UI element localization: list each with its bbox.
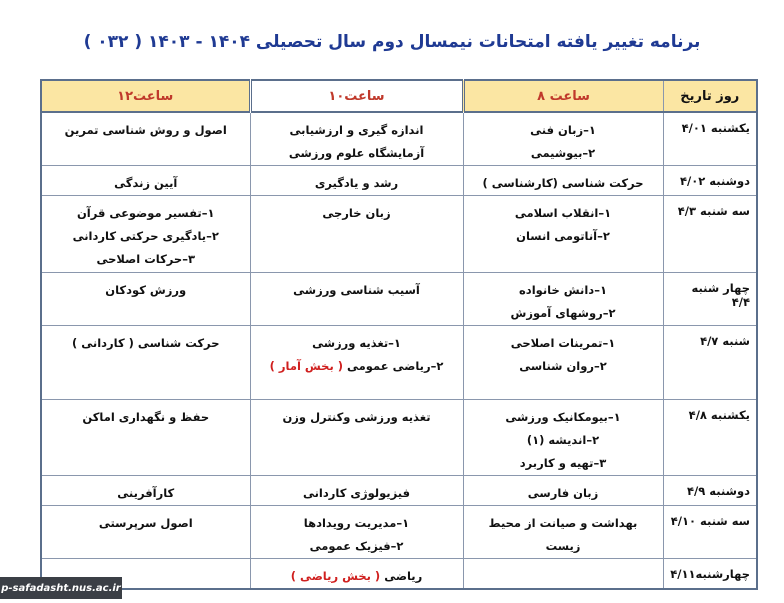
- header-8: ساعت ۸: [463, 80, 663, 112]
- exam-course: رشد و یادگیری: [314, 176, 399, 190]
- day-cell: یکشنبه ۴/۰۱: [663, 112, 757, 166]
- exam-course: حرکت شناسی (کارشناسی ): [482, 176, 644, 190]
- exam-schedule-table: [40, 79, 758, 590]
- exam-course: اندازه گیری و ارزشیابی: [289, 123, 424, 137]
- exam-course: ۱–بیومکانیک ورزشی: [505, 410, 621, 424]
- day-cell: سه شنبه ۴/۱۰: [663, 506, 757, 559]
- exam-course: فیزیولوژی کاردانی: [302, 486, 411, 500]
- exam-course: ۱–انقلاب اسلامی: [514, 206, 612, 220]
- exam-cell-h12: [41, 273, 250, 326]
- exam-course: بهداشت و صیانت از محیط زیست: [488, 516, 638, 553]
- exam-course: زبان فارسی: [527, 486, 599, 500]
- exam-course: ۱–تفسیر موضوعی قرآن: [76, 206, 215, 220]
- exam-course: ۳–تهیه و کاربرد: [519, 456, 607, 470]
- table-row: [41, 166, 757, 196]
- exam-course: اصول و روش شناسی تمرین: [64, 123, 227, 137]
- exam-cell-h10: [250, 476, 463, 506]
- exam-course: ۲–فیزیک عمومی: [309, 539, 404, 553]
- day-cell: یکشنبه ۴/۸: [663, 400, 757, 476]
- exam-cell-h12: [41, 476, 250, 506]
- table-row: [41, 112, 757, 166]
- exam-cell-h8: [463, 559, 663, 590]
- exam-cell-h10: [250, 559, 463, 590]
- exam-cell-h8: [463, 506, 663, 559]
- exam-course: ۳–حرکات اصلاحی: [96, 252, 195, 266]
- exam-course: ۲–ریاضی عمومی ( بخش آمار ): [269, 359, 444, 373]
- exam-course: اصول سرپرستی: [98, 516, 193, 530]
- exam-cell-h12: [41, 506, 250, 559]
- exam-cell-h10: [250, 273, 463, 326]
- highlight-note: ( بخش آمار ): [269, 359, 344, 373]
- table-row: [41, 559, 757, 590]
- exam-course: ۱–مدیریت رویدادها: [303, 516, 410, 530]
- exam-cell-h12: [41, 166, 250, 196]
- header-10: ساعت۱۰: [250, 80, 463, 112]
- exam-cell-h12: [41, 326, 250, 400]
- exam-cell-h8: [463, 166, 663, 196]
- exam-cell-h8: [463, 273, 663, 326]
- exam-cell-h8: [463, 476, 663, 506]
- table-row: [41, 326, 757, 400]
- exam-course: ۱–زبان فنی: [530, 123, 596, 137]
- exam-course: کارآفرینی: [117, 486, 175, 500]
- header-day: روز تاریخ: [663, 80, 757, 112]
- exam-course: آیین زندگی: [114, 176, 178, 190]
- day-cell: سه شنبه ۴/۳: [663, 196, 757, 273]
- day-cell: شنبه ۴/۷: [663, 326, 757, 400]
- exam-cell-h8: [463, 400, 663, 476]
- day-cell: دوشنبه ۴/۰۲: [663, 166, 757, 196]
- table-row: [41, 273, 757, 326]
- exam-cell-h12: [41, 112, 250, 166]
- table-row: [41, 196, 757, 273]
- exam-course: ۲–یادگیری حرکتی کاردانی: [72, 229, 219, 243]
- exam-cell-h12: [41, 400, 250, 476]
- exam-cell-h10: [250, 166, 463, 196]
- highlight-note: ( بخش ریاضی ): [290, 569, 381, 583]
- exam-cell-h10: [250, 506, 463, 559]
- exam-course: ۱–تمرینات اصلاحی: [510, 336, 616, 350]
- exam-cell-h10: [250, 326, 463, 400]
- exam-course: ۲–آناتومی انسان: [516, 229, 610, 243]
- exam-course: تغذیه ورزشی وکنترل وزن: [282, 410, 431, 424]
- day-cell: چهارشنبه۴/۱۱: [663, 559, 757, 590]
- exam-cell-h8: [463, 326, 663, 400]
- exam-course: ۲–بیوشیمی: [530, 146, 596, 160]
- day-cell: چهار شنبه ۴/۴: [663, 273, 757, 326]
- exam-cell-h8: [463, 112, 663, 166]
- exam-cell-h8: [463, 196, 663, 273]
- exam-course: ۲–اندیشه (۱): [526, 433, 600, 447]
- table-row: [41, 476, 757, 506]
- table-row: [41, 506, 757, 559]
- exam-course: آزمایشگاه علوم ورزشی: [288, 146, 425, 160]
- exam-course: ۲–روان شناسی: [519, 359, 607, 373]
- exam-course: ورزش کودکان: [105, 283, 187, 297]
- exam-cell-h10: [250, 196, 463, 273]
- exam-course: ۲–روشهای آموزش: [510, 306, 616, 320]
- exam-course: حفظ و نگهداری اماکن: [82, 410, 210, 424]
- exam-course: آسیب شناسی ورزشی: [293, 283, 420, 297]
- exam-cell-h10: [250, 400, 463, 476]
- exam-course: ۱–دانش خانواده: [519, 283, 607, 297]
- day-cell: دوشنبه ۴/۹: [663, 476, 757, 506]
- exam-course: حرکت شناسی ( کاردانی ): [71, 336, 220, 350]
- site-url-footer: p-safadasht.nus.ac.ir: [0, 577, 122, 599]
- exam-course: ۱–تغذیه ورزشی: [312, 336, 401, 350]
- header-12: ساعت۱۲: [41, 80, 250, 112]
- exam-cell-h10: [250, 112, 463, 166]
- exam-cell-h12: [41, 196, 250, 273]
- exam-course: ریاضی ( بخش ریاضی ): [290, 569, 423, 583]
- table-header-row: [41, 80, 757, 112]
- table-row: [41, 400, 757, 476]
- page-title: برنامه تغییر یافته امتحانات نیمسال دوم سال تحصیلی ۱۴۰۴ - ۱۴۰۳ ( ۰۳۲ ): [83, 32, 701, 52]
- exam-course: زبان خارجی: [322, 206, 391, 220]
